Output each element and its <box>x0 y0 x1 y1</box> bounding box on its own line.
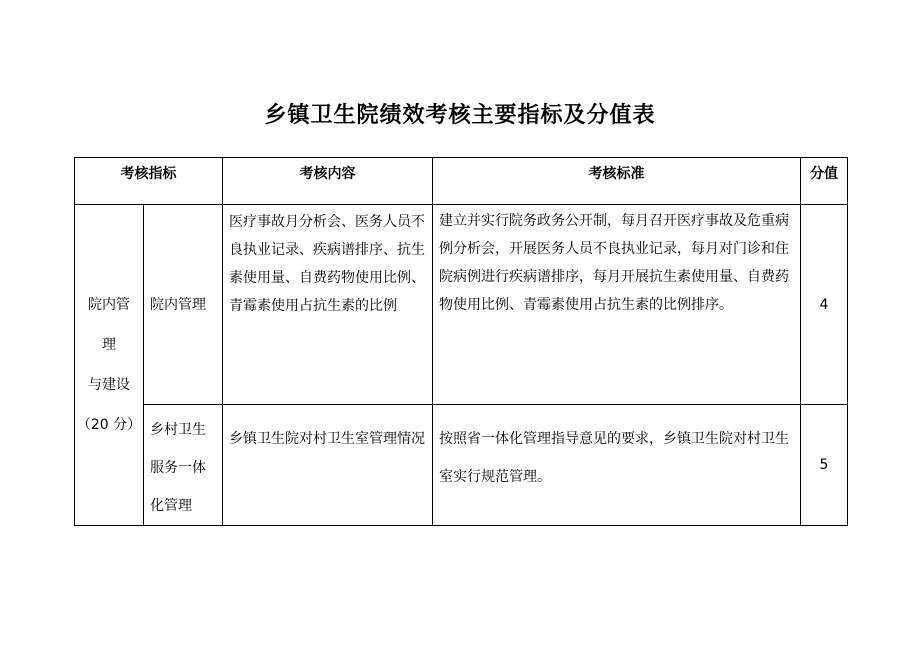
assessment-table <box>74 157 848 526</box>
category-line: 与建设 <box>88 377 130 393</box>
category-line: 理 <box>102 337 116 353</box>
category-cell <box>75 205 144 526</box>
content-cell: 医疗事故月分析会、医务人员不良执业记录、疾病谱排序、抗生素使用量、自费药物使用比例、青霉素使用占抗生素的比例 <box>223 205 433 405</box>
score-cell: 5 <box>801 405 848 526</box>
standard-cell: 按照省一体化管理指导意见的要求，乡镇卫生院对村卫生室实行规范管理。 <box>433 405 801 526</box>
table-row <box>75 205 848 405</box>
header-indicator: 考核指标 <box>75 158 223 205</box>
category-line: 院内管 <box>88 297 130 313</box>
header-content: 考核内容 <box>223 158 433 205</box>
header-score: 分值 <box>801 158 848 205</box>
sub-indicator-cell: 乡村卫生服务一体化管理 <box>144 405 223 526</box>
document-title: 乡镇卫生院绩效考核主要指标及分值表 <box>264 103 656 128</box>
sub-indicator-cell: 院内管理 <box>144 205 223 405</box>
table-row <box>75 405 848 526</box>
category-line: （20 分） <box>76 417 142 433</box>
content-cell: 乡镇卫生院对村卫生室管理情况 <box>223 405 433 526</box>
standard-cell: 建立并实行院务政务公开制，每月召开医疗事故及危重病例分析会，开展医务人员不良执业记录，每月对门诊和住院病例进行疾病谱排序，每月开展抗生素使用量、自费药物使用比例、青霉素使用占抗生素的比例排序。 <box>433 205 801 405</box>
score-cell: 4 <box>801 205 848 405</box>
header-standard: 考核标准 <box>433 158 801 205</box>
table-header-row <box>75 158 848 205</box>
